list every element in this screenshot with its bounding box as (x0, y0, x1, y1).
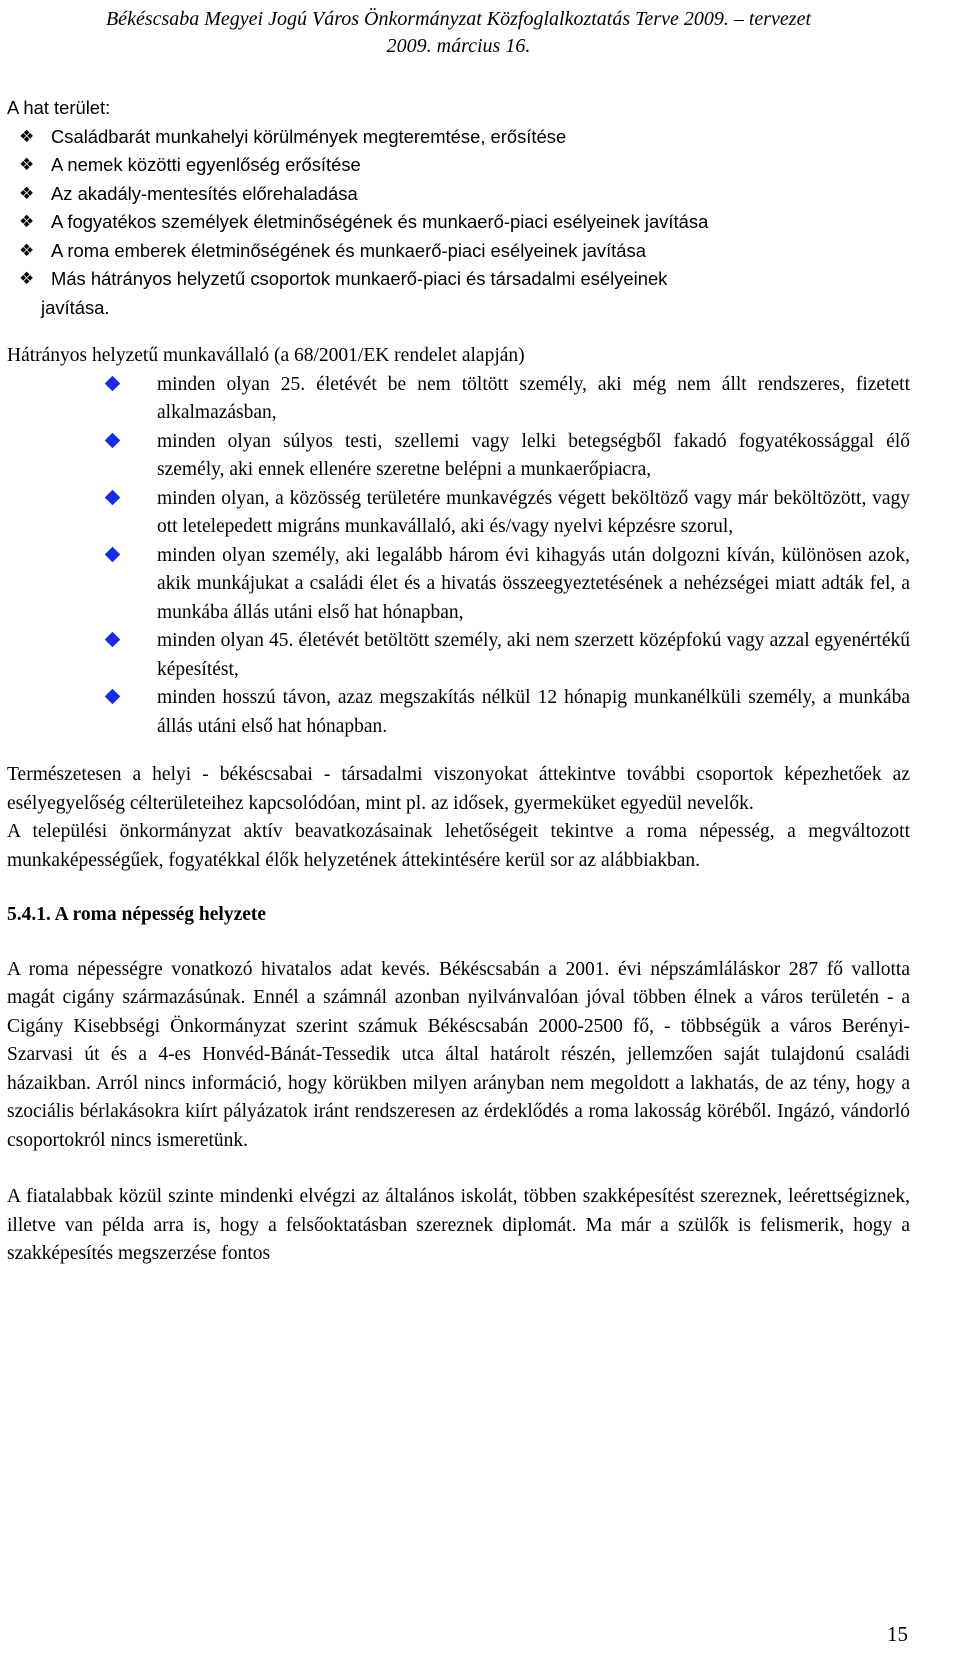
list-item: ❖ A fogyatékos személyek életminőségének és munkaerő-piaci esélyeinek javítása (7, 208, 910, 237)
list-item: minden olyan 45. életévét betöltött személy, aki nem szerzett középfokú vagy azzal egyenértékű képesítést, (157, 627, 910, 684)
diamond-bullet-icon: ❖ (19, 212, 35, 231)
list-item: minden olyan 25. életévét be nem töltött személy, aki még nem állt rendszeres, fizetett alkalmazásban, (157, 371, 910, 428)
areas-title: A hat terület: (7, 97, 111, 118)
diamond-bullet-icon: ❖ (19, 126, 35, 146)
list-item: ❖ A nemek közötti egyenlőség erősítése (7, 151, 910, 180)
list-item: ❖ Más hátrányos helyzetű csoportok munkaerő-piaci és társadalmi esélyeinek (7, 265, 910, 294)
list-item: minden olyan súlyos testi, szellemi vagy lelki betegségből fakadó fogyatékossággal élő személy, aki ennek ellenére szeretne belépni a munkaerőpiacra, (157, 428, 910, 485)
list-item-continuation: javítása. (41, 296, 110, 318)
blue-diamond-bullet-icon (105, 689, 121, 705)
header-title: Békéscsaba Megyei Jogú Város Önkormányzat Közfoglalkoztatás Terve 2009. – tervezet (105, 8, 812, 30)
paragraph: A települési önkormányzat aktív beavatkozásainak lehetőségeit tekintve a roma népesség, a megváltozott munkaképességűek, fogyatékkal élők helyzetének áttekintésére kerül sor az alábbiakban. (7, 821, 910, 871)
diamond-bullet-icon: ❖ (19, 155, 35, 174)
list-item: minden olyan, a közösség területére munkavégzés végett beköltöző vagy már beköltözött, vagy ott letelepedett migráns munkavállaló, aki és/vagy nyelvi képzésre szorul, (157, 485, 910, 542)
header-date: 2009. március 16. (386, 35, 531, 57)
diamond-bullet-icon: ❖ (19, 183, 35, 203)
list-item: minden olyan személy, aki legalább három évi kihagyás után dolgozni kíván, különösen azok, akik munkájukat a családi élet és a hivatás összeegyeztetésének a nehézségei miatt adták fel, a munkába állás utáni első hat hónapban, (157, 542, 910, 628)
list-item: minden hosszú távon, azaz megszakítás nélkül 12 hónapig munkanélküli személy, a munkába állás utáni első hat hónapban. (157, 684, 910, 741)
diamond-bullet-icon: ❖ (19, 269, 35, 288)
section-heading: 5.4.1. A roma népesség helyzete (7, 904, 267, 925)
page-number: 15 (887, 1622, 908, 1646)
diamond-bullet-icon: ❖ (19, 240, 35, 260)
blue-diamond-bullet-icon (105, 546, 121, 562)
blue-diamond-bullet-icon (105, 432, 121, 448)
list-item: ❖ A roma emberek életminőségének és munkaerő-piaci esélyeinek javítása (7, 237, 910, 266)
paragraph: Természetesen a helyi - békéscsabai - társadalmi viszonyokat áttekintve további csoportok képezhetőek az esélyegyelőség célterületeihez kapcsolódóan, mint pl. az idősek, gyermeküket egyedül nevelők. (7, 764, 910, 814)
blue-diamond-bullet-icon (105, 375, 121, 391)
running-header (7, 6, 910, 60)
disadvantaged-title: Hátrányos helyzetű munkavállaló (a 68/2001/EK rendelet alapján) (7, 345, 525, 366)
blue-diamond-bullet-icon (105, 489, 121, 505)
disadvantaged-list (7, 371, 910, 742)
areas-list (7, 123, 910, 294)
list-item: ❖ Családbarát munkahelyi körülmények megteremtése, erősítése (7, 123, 910, 152)
blue-diamond-bullet-icon (105, 632, 121, 648)
list-item: ❖ Az akadály-mentesítés előrehaladása (7, 180, 910, 209)
paragraph: A fiatalabbak közül szinte mindenki elvégzi az általános iskolát, többen szakképesítést szereznek, leérettségiznek, illetve van példa arra is, hogy a felsőoktatásban szereznek diplomát. Ma már a szülők is felismerik, hogy a szakképesítés megszerzése fontos (7, 1186, 910, 1264)
paragraph: A roma népességre vonatkozó hivatalos adat kevés. Békéscsabán a 2001. évi népszámláláskor 287 fő vallotta magát cigány származásúnak. Ennél a számnál azonban nyilvánvalóan jóval többen élnek a város területén - a Cigány Kisebbségi Önkormányzat szerint számuk Békéscsabán 2000-2500 fő, - többségük a város Berényi-Szarvasi út és a 4-es Honvéd-Bánát-Tessedik utca által határolt részén, jellemzően saját tulajdonú családi házaikban. Arról nincs információ, hogy körükben milyen arányban nem megoldott a lakhatás, de az tény, hogy a szociális bérlakásokra kiírt pályázatok iránt rendszeresen az érdeklődés a roma lakosság köréből. Ingázó, vándorló csoportokról nincs ismeretünk. (7, 958, 910, 1151)
